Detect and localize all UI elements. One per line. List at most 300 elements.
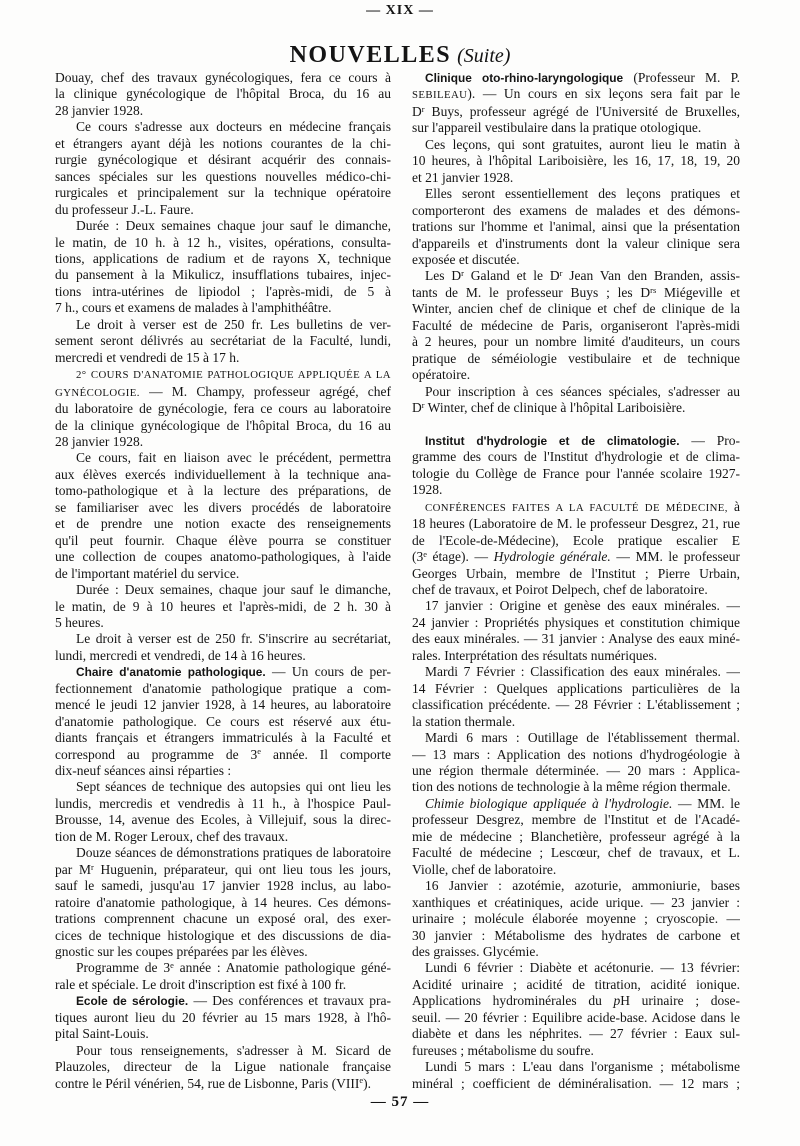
text-line — [55, 169, 391, 185]
text-line — [55, 467, 391, 483]
text-line — [412, 993, 740, 1009]
text-line — [55, 218, 391, 234]
text-line — [412, 928, 740, 944]
page-folio: — XIX — — [366, 3, 434, 18]
text-line — [55, 993, 391, 1009]
text-line — [55, 599, 391, 615]
superscript: r — [90, 862, 94, 872]
text-line — [55, 631, 391, 647]
text-line — [412, 351, 740, 367]
text-run: sement seront délivrés au secrétariat de la Faculté, lundi, — [55, 333, 391, 349]
text-line — [55, 418, 391, 434]
text-line — [55, 812, 391, 828]
text-run: pratique de séméiologie vestibulaire et de technique — [412, 350, 740, 366]
text-run: Galand et le D — [463, 268, 560, 284]
text-run: ). — [363, 1075, 371, 1091]
text-run: Acidité urinaire ; acidité de titration, acidité ionique. — [412, 976, 740, 992]
text-line — [412, 219, 740, 235]
text-line — [55, 779, 391, 795]
text-run: 18 heures (Laboratoire de M. le professeur Desgrez, 21, rue — [412, 516, 740, 532]
paragraph — [55, 317, 391, 366]
text-line — [412, 367, 740, 383]
text-run: — Un cours de per- — [265, 664, 391, 680]
text-line — [55, 533, 391, 549]
text-line — [412, 516, 740, 532]
paragraph — [55, 779, 391, 845]
text-run: Georges Urbain, membre de l'Institut ; Pierre Urbain, — [412, 565, 740, 581]
text-run: trations comprennent chacune un exposé oral, des exer- — [55, 911, 391, 927]
text-run: Les D — [425, 268, 462, 284]
text-line — [55, 185, 391, 201]
text-run: Elles seront essentiellement des leçons pratiques et — [425, 186, 740, 202]
superscript: r — [461, 269, 464, 279]
text-run: seuil. — 20 février : Equilibre acide-base. Acidose dans le — [412, 1009, 740, 1025]
bold-heading: Chaire d'anatomie pathologique. — [76, 665, 266, 680]
text-line — [412, 681, 740, 697]
section-title-suffix: (Suite) — [457, 45, 511, 67]
text-line — [55, 895, 391, 911]
text-run: mie de médecine ; Blanchetière, professeur agrégé à la — [412, 828, 740, 844]
text-line — [412, 631, 740, 647]
text-run: 1928. — [412, 482, 443, 498]
text-run: tion des notions de technologie à la même région thermale. — [412, 779, 731, 795]
text-run: Douze séances de démonstrations pratiques de laboratoire — [76, 845, 391, 861]
text-run: minéral ; coefficient de déminéralisation. — 12 mars ; — [412, 1075, 740, 1091]
paragraph — [412, 878, 740, 960]
text-run: se familiariser avec les divers procédés de laboratoire — [55, 499, 391, 515]
text-run: le matin, de 10 h. à 12 h., visites, opérations, consulta- — [55, 234, 391, 250]
text-run: Mardi 7 Février : Classification des eaux minérales. — — [425, 664, 740, 680]
text-line — [55, 119, 391, 135]
paragraph — [412, 268, 740, 383]
paragraph — [412, 598, 740, 664]
paragraph — [55, 993, 391, 1042]
text-line — [55, 284, 391, 300]
text-line — [412, 252, 740, 268]
text-run: mencé le jeudi 12 janvier 1928, à 14 heures, au laboratoire — [55, 697, 391, 713]
text-run: lundis, mercredis et vendredis à 11 h., à l'hospice Paul- — [55, 795, 391, 811]
text-run: Programme de 3 — [76, 960, 171, 976]
text-run: D — [412, 400, 422, 416]
text-line — [412, 86, 740, 103]
text-run: — MM. le professeur — [610, 549, 740, 565]
text-line — [412, 895, 740, 911]
italic-text: Chimie biologique appliquée à l'hydrologie. — [425, 795, 673, 811]
text-run: Lundi 6 février : Diabète et acétonurie. — 13 février: — [425, 960, 740, 976]
text-run: 17 janvier : Origine et genèse des eaux minérales. — — [425, 598, 740, 614]
text-run: Le droit à verser est de 250 fr. S'inscrire au secrétariat, — [76, 631, 391, 647]
text-line — [412, 566, 740, 582]
bold-heading: Ecole de sérologie. — [76, 994, 189, 1009]
text-line — [412, 70, 740, 86]
text-line — [55, 450, 391, 466]
text-line — [412, 1059, 740, 1075]
text-run: correspond au programme de 3 — [55, 746, 258, 762]
paragraph — [55, 218, 391, 317]
text-run: Ces leçons, qui sont gratuites, auront lieu le matin à — [425, 136, 740, 152]
text-run: Jean Van den Branden, assis- — [562, 268, 740, 284]
text-run: sur l'appareil vestibulaire dans la pratique otologique. — [412, 120, 702, 136]
text-line — [55, 829, 391, 845]
text-line — [55, 434, 391, 450]
text-line — [412, 301, 740, 317]
text-line — [412, 334, 740, 350]
text-line — [412, 878, 740, 894]
text-run: urinaire ; molécule élaborée moyenne ; cryoscopie. — — [412, 911, 740, 927]
text-line — [412, 747, 740, 763]
text-run: tologie du Collège de France pour l'année scolaire 1927- — [412, 465, 740, 481]
text-line — [55, 70, 391, 86]
text-run: Le droit à verser est de 250 fr. Les bulletins de ver- — [76, 316, 391, 332]
paragraph — [412, 1059, 740, 1092]
paragraph — [55, 960, 391, 993]
text-run: tions intra-utérines de lipiodol ; l'après-midi, de 5 à — [55, 283, 391, 299]
text-run: Winter, ancien chef de clinique et chef de clinique de la — [412, 301, 740, 317]
left-column — [55, 70, 391, 1092]
text-run: de la clinique gynécologique de l'hôpital Broca, du 16 au — [55, 417, 391, 433]
text-line — [412, 1043, 740, 1059]
text-line — [412, 499, 740, 516]
text-run: Pour tous renseignements, s'adresser à M. Sicard de — [76, 1042, 391, 1058]
text-run: fectionnement d'anatomie pathologique pratique a com- — [55, 680, 391, 696]
text-run: — Pro- — [679, 432, 740, 448]
section-title — [0, 40, 800, 73]
text-run: d'anatomie pathologique. Ce cours est réservé aux étu- — [55, 713, 391, 729]
text-line — [412, 120, 740, 136]
italic-text: Hydrologie générale. — [493, 549, 611, 565]
text-run: dix-neuf séances ainsi réparties : — [55, 763, 232, 779]
text-line — [55, 862, 391, 878]
text-run: Brousse, 14, avenue des Ecoles, à Villejuif, sous la direc- — [55, 812, 391, 828]
text-line — [412, 812, 740, 828]
paragraph — [412, 137, 740, 186]
text-run: Lundi 5 mars : L'eau dans l'organisme ; métabolisme — [425, 1059, 740, 1075]
paragraph — [412, 433, 740, 499]
text-run: Faculté de médecine de Paris, organiseront l'après-midi — [412, 317, 740, 333]
text-line — [55, 1076, 391, 1092]
text-line — [55, 103, 391, 119]
text-line — [412, 648, 740, 664]
text-run: — Des conférences et travaux pra- — [188, 993, 391, 1009]
text-line — [412, 186, 740, 202]
small-caps-text: CONFÉRENCES FAITES A LA FACULTÉ DE MÉDECINE, — [425, 501, 728, 514]
text-line — [55, 549, 391, 565]
text-run: rurgicales et principalement sur la technique opératoire — [55, 185, 391, 201]
right-column — [412, 70, 740, 1092]
text-line — [55, 86, 391, 102]
superscript: e — [423, 549, 427, 559]
text-line — [412, 533, 740, 549]
small-caps-text: GYNÉCOLOGIE. — [55, 386, 140, 399]
text-line — [412, 318, 740, 334]
paragraph — [55, 366, 391, 450]
text-line — [412, 170, 740, 186]
text-run: des graisses. Glycémie. — [412, 944, 539, 959]
text-line — [412, 697, 740, 713]
text-line — [412, 911, 740, 927]
text-line — [55, 730, 391, 746]
text-line — [412, 1076, 740, 1092]
text-run: (Professeur M. P. — [623, 70, 740, 85]
paragraph — [55, 119, 391, 218]
text-run: professeur Desgrez, membre de l'Institut et de l'Acadé- — [412, 812, 740, 828]
text-run: pital Saint-Louis. — [55, 1026, 149, 1042]
text-run: D — [412, 103, 422, 119]
text-line — [55, 384, 391, 401]
text-run: opératoire. — [412, 367, 471, 383]
text-line — [412, 615, 740, 631]
text-run: tants de M. le professeur Buys ; les D — [412, 284, 651, 300]
text-line — [55, 977, 391, 993]
text-line — [412, 203, 740, 219]
text-run: qu'il peut fournir. Chaque élève pourra se constituer — [55, 532, 391, 548]
text-run: 30 janvier : Métabolisme des hydrates de carbone et — [412, 927, 740, 943]
text-line — [412, 384, 740, 400]
text-line — [55, 796, 391, 812]
small-caps-text: SEBILEAU — [412, 89, 468, 102]
text-line — [55, 483, 391, 499]
text-run: et de prendre une notion exacte des renseignements — [55, 516, 391, 532]
text-run: année. Il comporte — [261, 746, 391, 762]
text-run: année : Anatomie pathologique géné- — [173, 960, 391, 976]
text-line — [55, 566, 391, 582]
text-line — [412, 862, 740, 878]
text-run: xanthiques et créatiniques, acide urique. — 23 janvier : — [412, 894, 740, 910]
text-line — [55, 401, 391, 417]
text-line — [55, 1010, 391, 1026]
text-line — [55, 300, 391, 316]
text-run: tomo-pathologique et à la lecture des préparations, de — [55, 483, 391, 499]
text-line — [55, 845, 391, 861]
paragraph — [412, 730, 740, 796]
text-run: Faculté de médecine ; Lescœur, chef de travaux, et L. — [412, 845, 740, 861]
text-run: gnostic sur les coupes préparées par les élèves. — [55, 944, 308, 960]
text-run: fureuses ; métabolisme du soufre. — [412, 1042, 594, 1058]
small-caps-text: 2° COURS D'ANATOMIE PATHOLOGIQUE APPLIQUÉE A LA — [76, 369, 391, 382]
text-line — [412, 714, 740, 730]
text-run: classification précédente. — 28 Février : L'établissement ; — [412, 697, 740, 713]
text-line — [55, 333, 391, 349]
text-line — [412, 779, 740, 795]
text-run: par M — [55, 861, 91, 877]
superscript: e — [257, 747, 262, 757]
text-run: Ce cours s'adresse aux docteurs en médecine français — [76, 119, 391, 135]
text-run: une collection de coupes anatomo-pathologiques, à l'aide — [55, 549, 391, 565]
text-run: — M. Champy, professeur agrégé, chef — [139, 383, 391, 399]
text-line — [55, 615, 391, 631]
text-run: Plauzoles, directeur de la Ligue nationale française — [55, 1059, 391, 1075]
text-line — [55, 697, 391, 713]
text-line — [55, 1043, 391, 1059]
text-line — [55, 366, 391, 383]
paragraph — [55, 845, 391, 960]
text-run: Buys, professeur agrégé de l'Université de Bruxelles, — [424, 103, 740, 119]
text-line — [412, 598, 740, 614]
superscript: r — [421, 104, 425, 114]
text-line — [55, 202, 391, 218]
text-line — [55, 763, 391, 779]
text-run: d'appareils et d'instruments dont la valeur clinique sera — [412, 235, 740, 251]
text-run: étage). — — [426, 549, 494, 565]
superscript: e — [359, 1076, 364, 1086]
text-line — [55, 681, 391, 697]
text-run: de l'Ecole-de-Médecine), Ecole pratique escalier E — [412, 532, 740, 548]
text-run: Violle, chef de laboratoire. — [412, 861, 557, 877]
text-run: le matin, de 9 à 10 heures et l'après-midi, de 2 h. 30 à — [55, 598, 391, 614]
text-run: Sept séances de technique des autopsies qui ont lieu les — [76, 779, 391, 795]
text-run: Applications hydrominérales du — [412, 993, 614, 1009]
text-line — [55, 317, 391, 333]
text-run: exposée et discutée. — [412, 251, 520, 267]
text-line — [412, 549, 740, 565]
text-run: chef de travaux, et Poirot Delpech, chef de laboratoire. — [412, 582, 708, 598]
text-run: 10 heures, à l'hôpital Lariboisière, les 16, 17, 18, 19, 20 — [412, 153, 740, 169]
text-run: la clinique gynécologique de l'hôpital Broca, du 16 au — [55, 86, 391, 102]
paragraph — [412, 960, 740, 1059]
text-run: une région thermale déterminée. — 20 mars : Applica- — [412, 763, 740, 779]
superscript: rs — [650, 285, 657, 295]
text-line — [412, 104, 740, 120]
text-line — [55, 350, 391, 366]
text-run: Durée : Deux semaines chaque jour sauf le dimanche, — [76, 218, 391, 234]
text-run: tion de M. Roger Leroux, chef des travaux. — [55, 828, 289, 844]
paragraph — [412, 384, 740, 417]
text-line — [412, 153, 740, 169]
text-run: Durée : Deux semaines, chaque jour sauf le dimanche, — [76, 582, 391, 598]
text-run: du pansement à la Mikulicz, insufflations tubaires, injec- — [55, 267, 391, 283]
text-line — [55, 1026, 391, 1042]
paragraph — [412, 664, 740, 730]
text-line — [412, 433, 740, 449]
text-line — [55, 152, 391, 168]
text-line — [412, 829, 740, 845]
text-run: 14 Février : Quelques applications particulières de la — [412, 680, 740, 696]
paragraph — [412, 70, 740, 137]
text-line — [55, 928, 391, 944]
text-line — [55, 267, 391, 283]
text-line — [412, 285, 740, 301]
text-run: comporteront des examens de malades et des démons- — [412, 202, 740, 218]
text-run: Miégeville et — [656, 284, 740, 300]
text-run: — 13 mars : Application des notions d'hydrogéologie à — [412, 746, 740, 762]
text-run: diants français et étrangers immatriculés à la Faculté et — [55, 730, 391, 746]
bold-heading: Clinique oto-rhino-laryngologique — [425, 71, 624, 85]
paragraph — [55, 450, 391, 582]
text-run: de l'important matériel du service. — [55, 565, 240, 581]
text-run: lundi, mercredi et vendredi, de 14 à 16 heures. — [55, 647, 306, 663]
paragraph — [55, 664, 391, 779]
text-line — [55, 582, 391, 598]
text-line — [55, 960, 391, 976]
text-run: aux élèves exercés individuellement à la technique ana- — [55, 466, 391, 482]
paragraph — [412, 186, 740, 268]
text-line — [412, 977, 740, 993]
text-run: 7 h., cours et examens de malades à l'amphithéâtre. — [55, 300, 332, 316]
text-run: Pour inscription à ces séances spéciales, s'adresser au — [425, 383, 740, 399]
paragraph — [55, 1043, 391, 1092]
text-line — [55, 235, 391, 251]
text-line — [412, 449, 740, 465]
text-line — [412, 944, 740, 960]
page-number: — 57 — — [370, 1094, 430, 1110]
text-run: sances spéciales sur les questions nouvelles médico-chi- — [55, 168, 391, 184]
text-line — [55, 664, 391, 680]
text-line — [55, 747, 391, 763]
text-run: rales. Interprétation des résultats numériques. — [412, 647, 658, 663]
text-run: mercredi et vendredi de 15 à 17 h. — [55, 349, 240, 365]
paragraph — [55, 582, 391, 631]
text-line — [412, 1026, 740, 1042]
bold-heading: Institut d'hydrologie et de climatologie. — [425, 433, 680, 448]
text-run: Ce cours, fait en liaison avec le précédent, permettra — [76, 450, 391, 466]
text-run: sauf le samedi, jusqu'au 17 janvier 1928 inclus, au labo- — [55, 878, 391, 894]
text-line — [55, 251, 391, 267]
text-line — [55, 944, 391, 960]
section-title-main: NOUVELLES — [289, 42, 452, 68]
text-line — [412, 763, 740, 779]
paragraph — [412, 796, 740, 878]
text-line — [412, 845, 740, 861]
text-line — [55, 648, 391, 664]
paragraph — [55, 70, 391, 119]
text-line — [412, 664, 740, 680]
italic-text: p — [613, 993, 621, 1009]
text-run: Mardi 6 mars : Outillage de l'établissement thermal. — [425, 730, 740, 746]
paragraph — [412, 499, 740, 599]
text-run: H urinaire ; dose- — [620, 993, 740, 1009]
superscript: e — [170, 961, 174, 971]
text-line — [55, 911, 391, 927]
superscript: r — [559, 269, 563, 279]
text-run: Douay, chef des travaux gynécologiques, fera ce cours à — [55, 70, 391, 85]
text-run: du professeur J.-L. Faure. — [55, 201, 194, 217]
superscript: r — [421, 400, 425, 410]
text-run: tiques auront lieu du 20 février au 15 mars 1928, à l'hô- — [55, 1009, 391, 1025]
text-line — [55, 1059, 391, 1075]
text-run: Winter, chef de clinique à l'hôpital Lariboisière. — [424, 400, 686, 416]
text-run: diabète et dans les néphrites. — 27 février : Eaux sul- — [412, 1026, 740, 1042]
text-run: à — [727, 498, 740, 514]
text-run: contre le Péril vénérien, 54, rue de Lisbonne, Paris (VIII — [55, 1075, 360, 1091]
text-line — [412, 582, 740, 598]
text-run: et étrangers ayant déjà les notions courantes de la chi- — [55, 135, 391, 151]
text-run: 16 Janvier : azotémie, azoturie, ammoniurie, bases — [425, 878, 740, 894]
text-line — [412, 236, 740, 252]
text-line — [412, 137, 740, 153]
text-line — [55, 878, 391, 894]
text-run: et 21 janvier 1928. — [412, 169, 514, 185]
text-run: — MM. le — [672, 795, 740, 811]
text-run: (3 — [412, 549, 424, 565]
text-run: 28 janvier 1928. — [55, 102, 144, 118]
text-line — [412, 482, 740, 498]
text-line — [55, 714, 391, 730]
text-run: rurgie gynécologique et désirant acquérir des connais- — [55, 152, 391, 168]
text-run: rale et spéciale. Le droit d'inscription est fixé à 100 fr. — [55, 976, 347, 992]
text-run: tions, applications de radium et de rayons X, technique — [55, 250, 391, 266]
text-run: la station thermale. — [412, 713, 516, 729]
paragraph — [55, 631, 391, 664]
text-run: des eaux minérales. — 31 janvier : Analyse des eaux miné- — [412, 631, 740, 647]
text-run: Huguenin, préparateur, qui ont lieu tous les jours, — [93, 861, 391, 877]
text-line — [412, 466, 740, 482]
text-run: 28 janvier 1928. — [55, 433, 144, 449]
text-line — [55, 516, 391, 532]
text-run: à 2 heures, pour un nombre limité d'auditeurs, un cours — [412, 334, 740, 350]
text-line — [412, 268, 740, 284]
text-line — [412, 730, 740, 746]
text-line — [55, 136, 391, 152]
